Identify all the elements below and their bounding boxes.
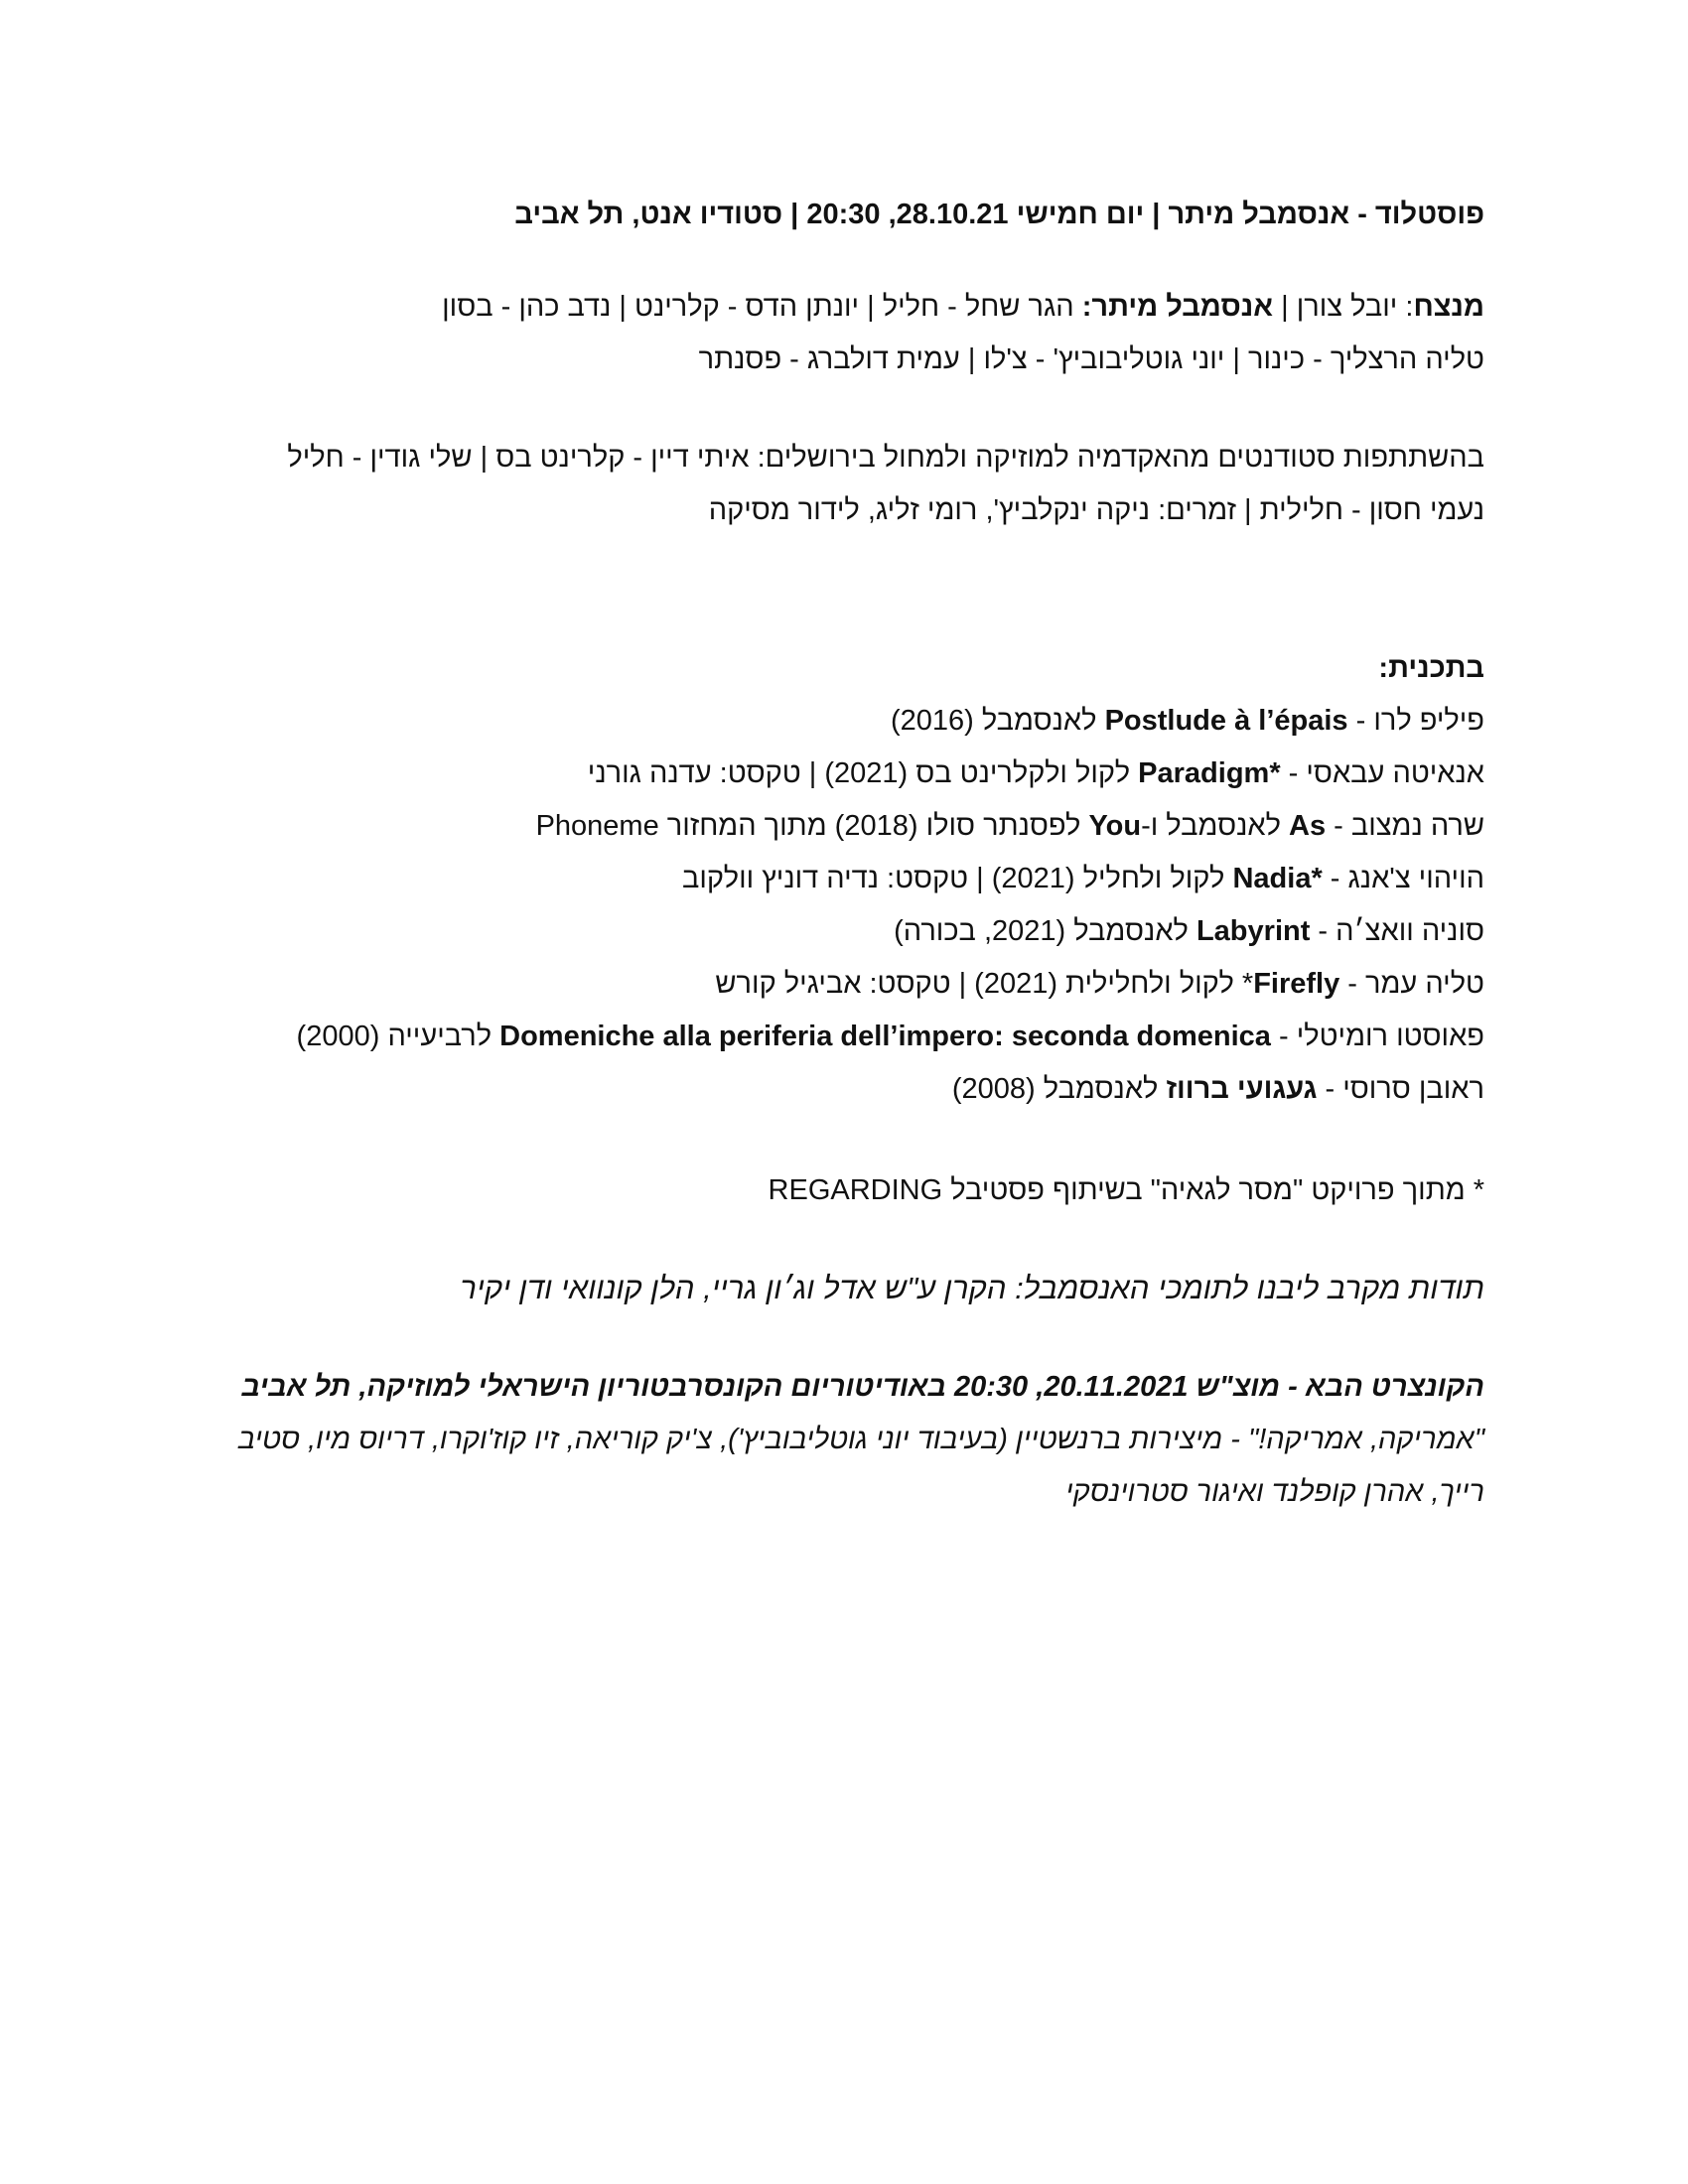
conductor-separator: : [1397,291,1414,323]
program-item [194,1016,1484,1057]
concert-title: פוסטלוד - אנסמבל מיתר | יום חמישי 28.10.21, 20:30 | סטודיו אנט, תל אביב [514,199,1484,230]
program-item [194,910,1484,952]
program-item [194,752,1484,794]
students-line-1: בהשתתפות סטודנטים מהאקדמיה למוזיקה ולמחול בירושלים: איתי דיין - קלרינט בס | שלי גודין - חליל [287,442,1484,474]
work-title: געגועי ברווז [1166,1073,1318,1105]
composer: אנאיטה עבאסי - [1280,757,1484,789]
program-heading: בתכנית: [1378,652,1484,684]
work-details: * לקול ולחלילית (2021) | טקסט: אביגיל קורש [715,968,1254,1000]
program-item [194,963,1484,1005]
work-details: לאנסמבל (2008) [951,1073,1167,1105]
work-details: לרביעייה (2000) [296,1021,500,1052]
next-concert-line-2: רייך, אהרן קופלנד ואיגור סטרוינסקי [1065,1476,1484,1508]
program-item [194,858,1484,899]
work-title: Firefly [1253,968,1340,1000]
composer: פאוסטו רומיטלי - [1270,1021,1484,1052]
composer: טליה עמר - [1339,968,1484,1000]
credits-line-2: טליה הרצליך - כינור | יוני גוטליבוביץ' - צ'לו | עמית דולברג - פסנתר [698,343,1484,375]
work-title: As [1289,810,1327,842]
program-item [194,805,1484,847]
composer: סוניה וואצ׳ה - [1310,915,1484,947]
work-title: Domeniche alla periferia dell’impero: seconda domenica [499,1021,1271,1052]
project-note: * מתוך פרויקט "מסר לגאיה" בשיתוף פסטיבל REGARDING [768,1174,1484,1206]
composer: פיליפ לרו - [1347,705,1484,737]
work-title: Postlude à l’épais [1104,705,1348,737]
composer: ראובן סרוסי - [1317,1073,1484,1105]
work-details: לאנסמבל (2016) [890,705,1105,737]
work-title: Nadia* [1232,863,1323,894]
work-details: לקול ולקלרינט בס (2021) | טקסט: עדנה גורני [587,757,1139,789]
credits-line-1 [194,286,1484,328]
concert-program-page [194,194,1484,1513]
work-title: Labyrint [1196,915,1311,947]
work-details: לאנסמבל ו- [1141,810,1290,842]
work-title-2: You [1088,810,1142,842]
work-details: לאנסמבל (2021, בכורה) [894,915,1196,947]
composer: הויהוי צ'אנג - [1322,863,1484,894]
thanks-line: תודות מקרב ליבנו לתומכי האנסמבל: הקרן ע"ש אדל וג׳ון גריי, הלן קונוואי ודן יקיר [460,1271,1484,1305]
composer: שרה נמצוב - [1326,810,1484,842]
next-concert-line-1: "אמריקה, אמריקה!" - מיצירות ברנשטיין (בעיבוד יוני גוטליבוביץ'), צ'יק קוריאה, זיו קוז'וקרו, דריוס מיו, סטיב [237,1424,1484,1455]
work-title: Paradigm* [1138,757,1281,789]
students-line-2: נעמי חסון - חלילית | זמרים: ניקה ינקלביץ', רומי זליג, לידור מסיקה [708,494,1484,526]
conductor-name: יובל צורן | [1273,291,1398,323]
ensemble-members-1: הגר שחל - חליל | יונתן הדס - קלרינט | נדב כהן - בסון [442,291,1082,323]
work-details: לקול ולחליל (2021) | טקסט: נדיה דוניץ וולקוב [682,863,1233,894]
ensemble-label: אנסמבל מיתר: [1081,291,1274,323]
next-concert-heading: הקונצרט הבא - מוצ"ש 20.11.2021, 20:30 באודיטוריום הקונסרבטוריון הישראלי למוזיקה, תל אביב [241,1371,1484,1403]
program-item [194,1068,1484,1110]
program-item [194,700,1484,742]
work-details-2: לפסנתר סולו (2018) מתוך המחזור Phoneme [535,810,1089,842]
conductor-label: מנצח [1413,291,1484,323]
